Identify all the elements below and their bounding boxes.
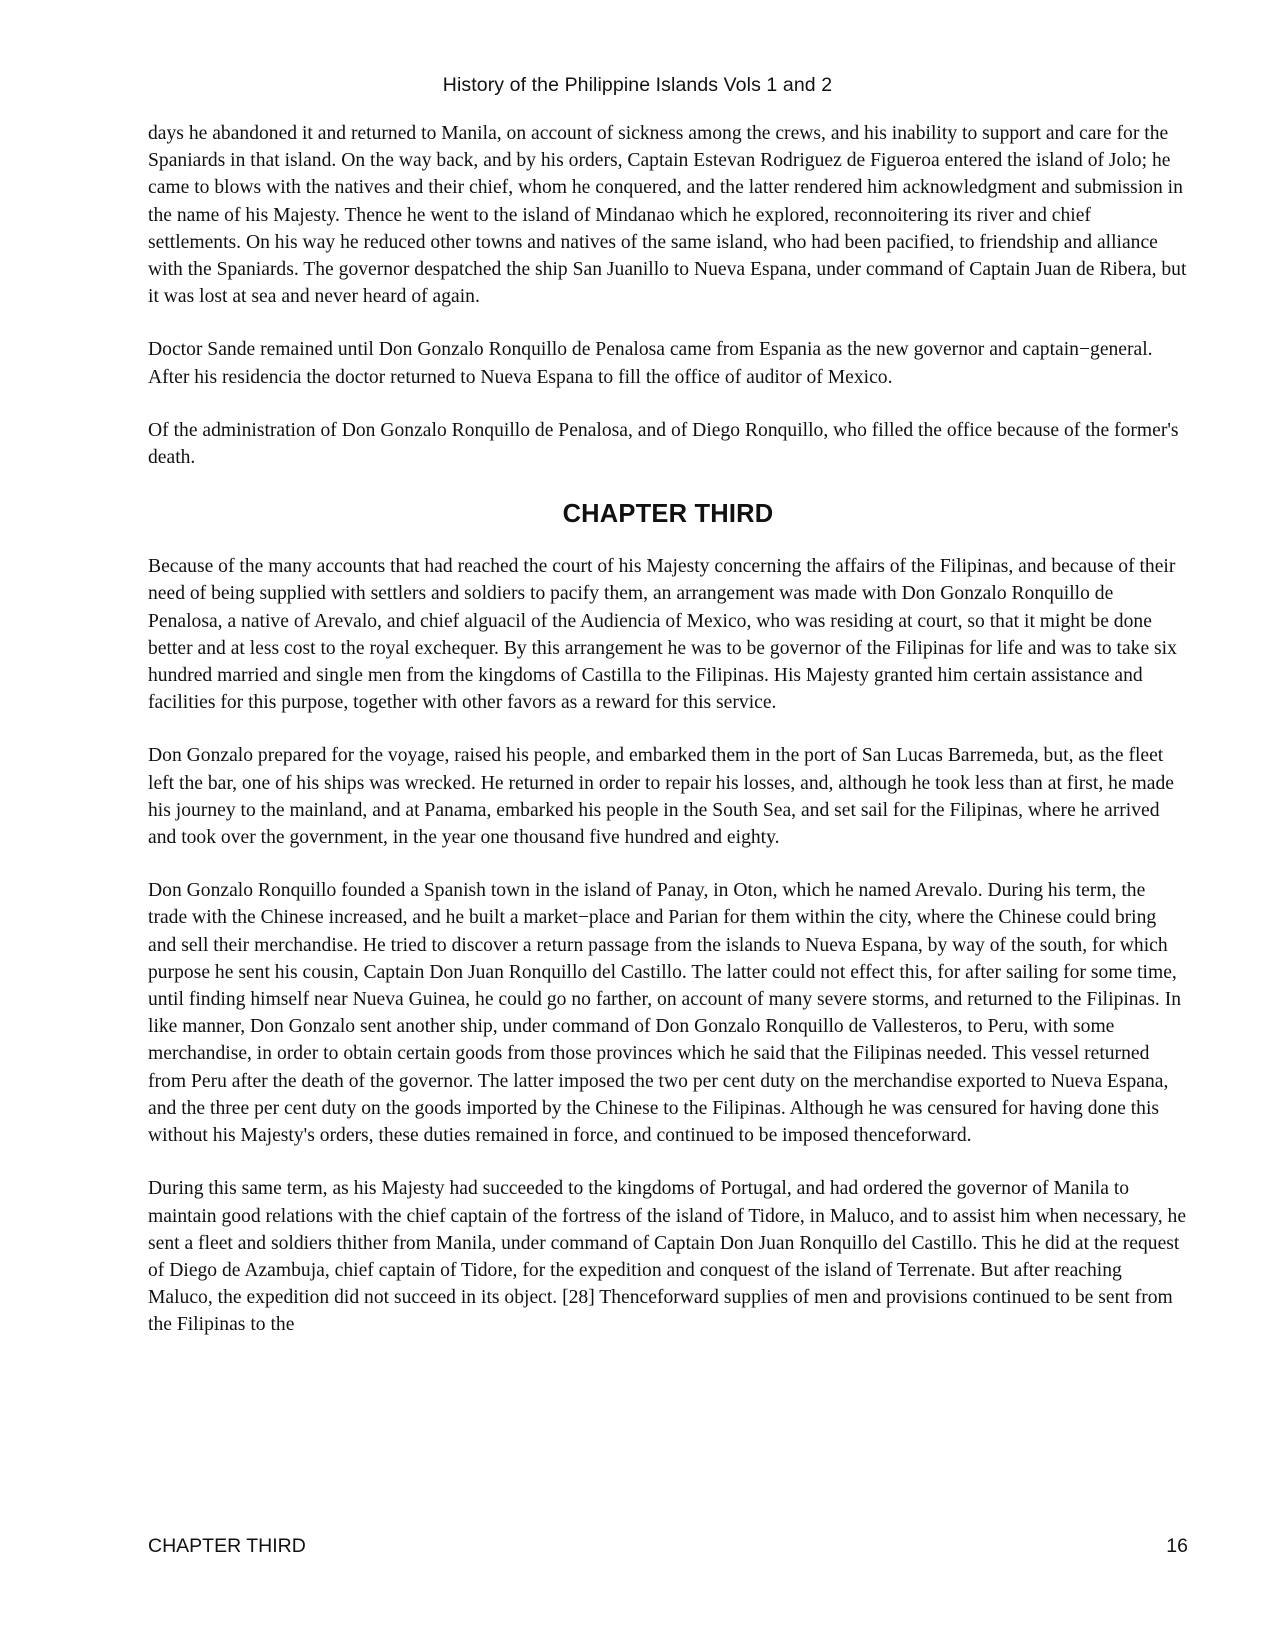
paragraph: Don Gonzalo prepared for the voyage, raised his people, and embarked them in the port of San Lucas Barremeda, but, as the fleet left the bar, one of his ships was wrecked. He returned in order to repair his losses, and, although he took less than at first, he made his journey to the mainland, and at Panama, embarked his people in the South Sea, and set sail for the Filipinas, where he arrived and took over the government, in the year one thousand five hundred and eighty.	[148, 745, 1174, 849]
page-number: 16	[1166, 1535, 1188, 1557]
chapter-heading: CHAPTER THIRD	[562, 500, 774, 529]
footer-section-title: CHAPTER THIRD	[148, 1535, 306, 1557]
paragraph: During this same term, as his Majesty had succeeded to the kingdoms of Portugal, and had ordered the governor of Manila to maintain good relations with the chief captain of the fortress of the island of Tidore, in Maluco, and to assist him when necessary, he sent a fleet and soldiers thither from Manila, under command of Captain Don Juan Ronquillo del Castillo. This he did at the request of Diego de Azambuja, chief captain of Tidore, for the expedition and conquest of the island of Terrenate. But after reaching Maluco, the expedition did not succeed in its object. [28] Thenceforward supplies of men and provisions continued to be sent from the Filipinas to the	[148, 1178, 1187, 1336]
paragraph: Because of the many accounts that had reached the court of his Majesty concerning the affairs of the Filipinas, and because of their need of being supplied with settlers and soldiers to pacify them, an arrangement was made with Don Gonzalo Ronquillo de Penalosa, a native of Arevalo, and chief alguacil of the Audiencia of Mexico, who was residing at court, so that it might be done better and at less cost to the royal exchequer. By this arrangement he was to be governor of the Filipinas for life and was to take six hundred married and single men from the kingdoms of Castilla to the Filipinas. His Majesty granted him certain assistance and facilities for this purpose, together with other favors as a reward for this service.	[148, 556, 1177, 714]
paragraph: Doctor Sande remained until Don Gonzalo Ronquillo de Penalosa came from Espania as the new governor and captain−general. After his residencia the doctor returned to Nueva Espana to fill the office of auditor of Mexico.	[148, 339, 1153, 388]
running-header: History of the Philippine Islands Vols 1 and 2	[442, 74, 833, 96]
paragraph: Don Gonzalo Ronquillo founded a Spanish town in the island of Panay, in Oton, which he named Arevalo. During his term, the trade with the Chinese increased, and he built a market−place and Parian for them within the city, where the Chinese could bring and sell their merchandise. He tried to discover a return passage from the islands to Nueva Espana, by way of the south, for which purpose he sent his cousin, Captain Don Juan Ronquillo del Castillo. The latter could not effect this, for after sailing for some time, until finding himself near Nueva Guinea, he could go no farther, on account of many severe storms, and returned to the Filipinas. In like manner, Don Gonzalo sent another ship, under command of Don Gonzalo Ronquillo de Vallesteros, to Peru, with some merchandise, in order to obtain certain goods from those provinces which he said that the Filipinas needed. This vessel returned from Peru after the death of the governor. The latter imposed the two per cent duty on the merchandise exported to Nueva Espana, and the three per cent duty on the goods imported by the Chinese to the Filipinas. Although he was censured for having done this without his Majesty's orders, these duties remained in force, and continued to be imposed thenceforward.	[148, 880, 1182, 1147]
page-body	[148, 120, 1188, 1339]
paragraph: Of the administration of Don Gonzalo Ronquillo de Penalosa, and of Diego Ronquillo, who filled the office because of the former's death.	[148, 419, 1179, 469]
paragraph: days he abandoned it and returned to Manila, on account of sickness among the crews, and his inability to support and care for the Spaniards in that island. On the way back, and by his orders, Captain Estevan Rodriguez de Figueroa entered the island of Jolo; he came to blows with the natives and their chief, whom he conquered, and the latter rendered him acknowledgment and submission in the name of his Majesty. Thence he went to the island of Mindanao which he explored, reconnoitering its river and chief settlements. On his way he reduced other towns and natives of the same island, who had been pacified, to friendship and alliance with the Spaniards. The governor despatched the ship San Juanillo to Nueva Espana, under command of Captain Juan de Ribera, but it was lost at sea and never heard of again.	[148, 123, 1187, 308]
